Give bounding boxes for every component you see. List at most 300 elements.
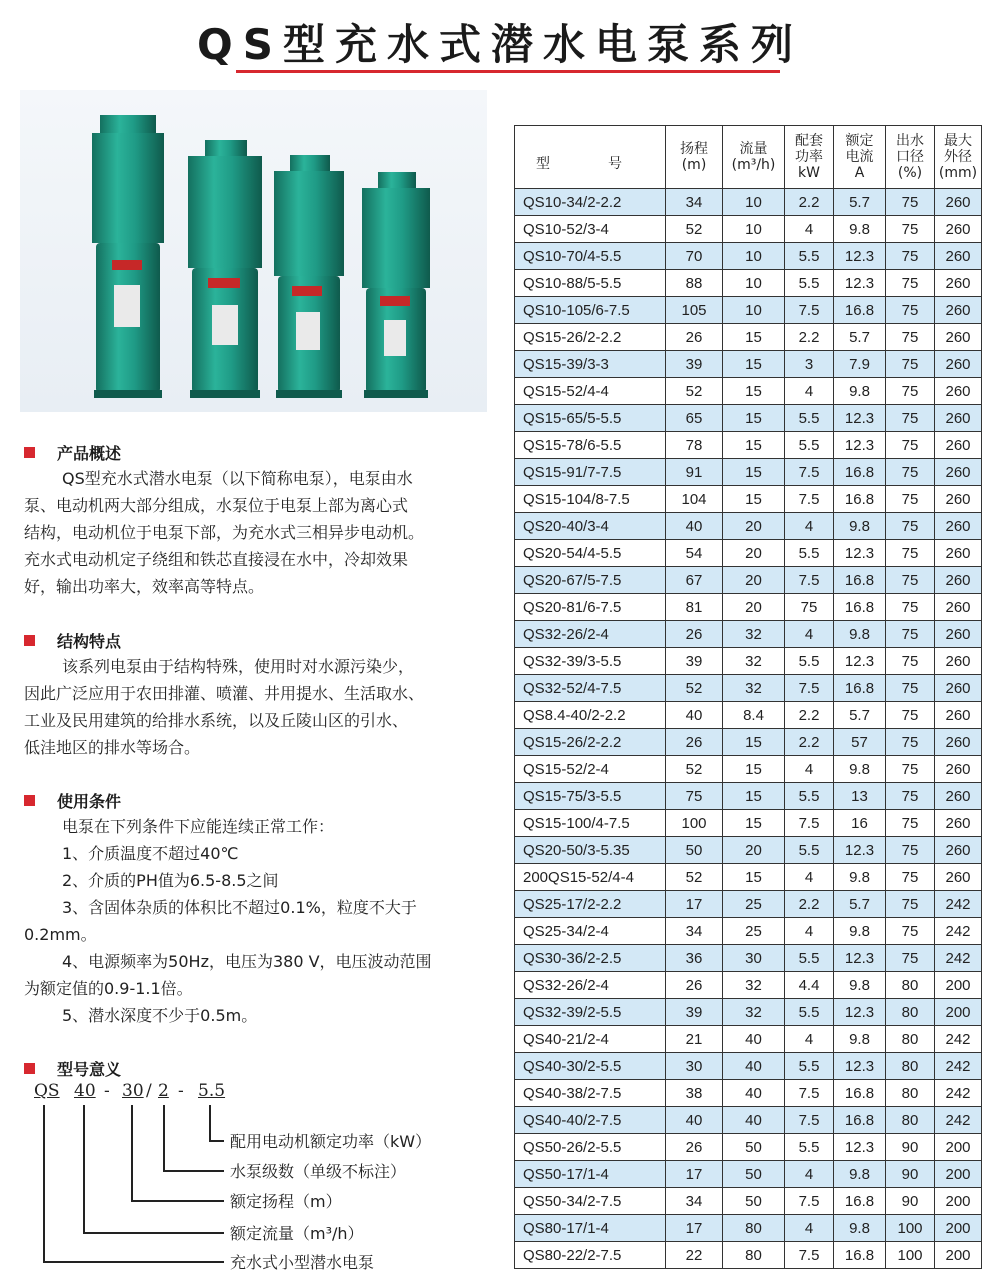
table-row (515, 702, 982, 729)
table-cell: 7.5 (785, 1107, 834, 1134)
text-line: 好，输出功率大，效率高等特点。 (24, 577, 265, 596)
table-cell: 9.8 (834, 216, 886, 243)
table-cell: 10 (723, 189, 785, 216)
header-current: 额定 电流 A (834, 126, 886, 189)
table-cell: 80 (886, 1053, 935, 1080)
table-cell: 4 (785, 216, 834, 243)
table-cell: 200QS15-52/4-4 (515, 864, 666, 891)
table-cell: 75 (886, 702, 935, 729)
table-row (515, 1080, 982, 1107)
table-cell: 17 (666, 891, 723, 918)
table-cell: 57 (834, 729, 886, 756)
table-cell: 4 (785, 1026, 834, 1053)
header-flow: 流量 (m³/h) (723, 126, 785, 189)
table-cell: 75 (886, 729, 935, 756)
list-item: 4、电源频率为50Hz，电压为380 V，电压波动范围 (62, 952, 432, 971)
text-line: 工业及民用建筑的给排水系统，以及丘陵山区的引水、 (24, 711, 409, 730)
table-cell: 50 (723, 1188, 785, 1215)
table-row (515, 1053, 982, 1080)
table-cell: QS80-17/1-4 (515, 1215, 666, 1242)
table-cell: 10 (723, 270, 785, 297)
table-cell: 75 (886, 297, 935, 324)
table-cell: 5.7 (834, 324, 886, 351)
table-cell: 9.8 (834, 378, 886, 405)
table-cell: 4.4 (785, 972, 834, 999)
table-cell: 80 (886, 1107, 935, 1134)
table-row (515, 351, 982, 378)
table-cell: 7.5 (785, 675, 834, 702)
table-cell: 67 (666, 567, 723, 594)
table-cell: 12.3 (834, 837, 886, 864)
table-cell: 7.5 (785, 567, 834, 594)
table-cell: 40 (723, 1053, 785, 1080)
table-cell: 75 (886, 567, 935, 594)
table-cell: 75 (886, 243, 935, 270)
pump-4 (362, 172, 430, 398)
table-cell: QS32-26/2-4 (515, 972, 666, 999)
header-outlet: 出水 口径 (%) (886, 126, 935, 189)
table-row (515, 945, 982, 972)
header-diameter: 最大 外径 (mm) (935, 126, 982, 189)
table-cell: 260 (935, 324, 982, 351)
table-cell: 260 (935, 351, 982, 378)
table-cell: 10 (723, 243, 785, 270)
section-title: 结构特点 (57, 631, 122, 651)
table-cell: 13 (834, 783, 886, 810)
overview-text (24, 465, 494, 600)
table-cell: QS15-78/6-5.5 (515, 432, 666, 459)
table-cell: 75 (886, 324, 935, 351)
text-line: 结构，电动机位于电泵下部，为充水式三相异步电动机。 (24, 523, 425, 542)
table-cell: 7.5 (785, 486, 834, 513)
table-cell: QS10-70/4-5.5 (515, 243, 666, 270)
spec-table (514, 125, 982, 1269)
table-cell: 12.3 (834, 999, 886, 1026)
table-cell: 5.5 (785, 945, 834, 972)
table-cell: 4 (785, 864, 834, 891)
table-cell: 16.8 (834, 1080, 886, 1107)
bullet-square-icon (24, 447, 35, 458)
table-row (515, 324, 982, 351)
table-cell: 16.8 (834, 567, 886, 594)
table-cell: QS15-100/4-7.5 (515, 810, 666, 837)
table-cell: 50 (723, 1134, 785, 1161)
section-title: 型号意义 (57, 1059, 122, 1079)
table-cell: QS40-38/2-7.5 (515, 1080, 666, 1107)
table-row (515, 540, 982, 567)
table-cell: 39 (666, 648, 723, 675)
table-cell: 75 (886, 675, 935, 702)
table-row (515, 459, 982, 486)
leader-line (209, 1140, 224, 1142)
table-cell: 80 (723, 1242, 785, 1269)
leader-line (131, 1105, 133, 1200)
table-cell: 75 (886, 945, 935, 972)
table-cell: 54 (666, 540, 723, 567)
section-structure (24, 627, 494, 761)
table-cell: QS50-26/2-5.5 (515, 1134, 666, 1161)
table-cell: 4 (785, 918, 834, 945)
table-cell: 75 (886, 540, 935, 567)
table-cell: 12.3 (834, 648, 886, 675)
table-cell: 20 (723, 594, 785, 621)
table-cell: 9.8 (834, 918, 886, 945)
table-cell: 15 (723, 783, 785, 810)
bullet-square-icon (24, 795, 35, 806)
separator: - (178, 1081, 184, 1101)
separator: - (104, 1081, 110, 1101)
table-cell: 9.8 (834, 864, 886, 891)
table-cell: 30 (666, 1053, 723, 1080)
table-cell: QS80-22/2-7.5 (515, 1242, 666, 1269)
table-cell: 75 (886, 513, 935, 540)
table-cell: 260 (935, 540, 982, 567)
table-cell: 2.2 (785, 324, 834, 351)
table-cell: 12.3 (834, 405, 886, 432)
table-cell: 4 (785, 378, 834, 405)
table-row (515, 891, 982, 918)
table-cell: 2.2 (785, 891, 834, 918)
table-cell: QS10-52/3-4 (515, 216, 666, 243)
table-row (515, 864, 982, 891)
table-cell: 80 (886, 972, 935, 999)
text-line: 充水式电动机定子绕组和铁芯直接浸在水中，冷却效果 (24, 550, 409, 569)
table-cell: 7.5 (785, 810, 834, 837)
table-cell: 75 (886, 432, 935, 459)
table-cell: 34 (666, 1188, 723, 1215)
structure-text (24, 653, 494, 761)
table-cell: QS15-39/3-3 (515, 351, 666, 378)
pump-1 (92, 115, 164, 398)
table-cell: QS32-26/2-4 (515, 621, 666, 648)
table-cell: QS25-34/2-4 (515, 918, 666, 945)
table-cell: 2.2 (785, 702, 834, 729)
table-cell: 5.5 (785, 270, 834, 297)
table-cell: 4 (785, 756, 834, 783)
table-cell: 25 (723, 918, 785, 945)
table-cell: QS10-88/5-5.5 (515, 270, 666, 297)
table-cell: 242 (935, 918, 982, 945)
table-cell: 200 (935, 1161, 982, 1188)
table-row (515, 837, 982, 864)
table-row (515, 1242, 982, 1269)
table-cell: 260 (935, 594, 982, 621)
table-cell: 5.5 (785, 837, 834, 864)
table-cell: 15 (723, 351, 785, 378)
table-cell: 200 (935, 1134, 982, 1161)
table-cell: 16.8 (834, 486, 886, 513)
table-cell: 260 (935, 378, 982, 405)
table-cell: 200 (935, 1188, 982, 1215)
table-cell: 36 (666, 945, 723, 972)
table-cell: 242 (935, 891, 982, 918)
table-cell: 15 (723, 486, 785, 513)
table-cell: 16.8 (834, 594, 886, 621)
table-cell: 75 (886, 189, 935, 216)
table-cell: 260 (935, 648, 982, 675)
table-cell: 15 (723, 378, 785, 405)
table-cell: QS20-81/6-7.5 (515, 594, 666, 621)
table-cell: 5.5 (785, 243, 834, 270)
table-cell: 15 (723, 459, 785, 486)
table-cell: 260 (935, 243, 982, 270)
table-row (515, 486, 982, 513)
table-cell: QS20-50/3-5.35 (515, 837, 666, 864)
bullet-square-icon (24, 1063, 35, 1074)
text-line: 低洼地区的排水等场合。 (24, 738, 201, 757)
table-cell: 4 (785, 1161, 834, 1188)
leader-line (131, 1200, 224, 1202)
table-cell: 260 (935, 729, 982, 756)
table-cell: QS10-105/6-7.5 (515, 297, 666, 324)
table-cell: 9.8 (834, 1215, 886, 1242)
table-row (515, 918, 982, 945)
table-row (515, 594, 982, 621)
table-cell: QS40-40/2-7.5 (515, 1107, 666, 1134)
header-model: 型 号 (515, 126, 666, 189)
table-cell: 20 (723, 540, 785, 567)
table-cell: 15 (723, 810, 785, 837)
table-row (515, 1215, 982, 1242)
code-flow: 40 (74, 1081, 96, 1101)
table-cell: 17 (666, 1215, 723, 1242)
table-cell: 70 (666, 243, 723, 270)
table-cell: 75 (886, 621, 935, 648)
table-row (515, 972, 982, 999)
table-row (515, 810, 982, 837)
table-row (515, 621, 982, 648)
section-title: 产品概述 (57, 443, 122, 463)
table-cell: 91 (666, 459, 723, 486)
leader-line (83, 1105, 85, 1232)
table-cell: 242 (935, 1107, 982, 1134)
table-cell: QS8.4-40/2-2.2 (515, 702, 666, 729)
table-cell: 260 (935, 675, 982, 702)
table-cell: 104 (666, 486, 723, 513)
table-cell: 32 (723, 648, 785, 675)
table-cell: 9.8 (834, 513, 886, 540)
table-cell: 260 (935, 459, 982, 486)
leader-line (163, 1105, 165, 1170)
label-type: 充水式小型潜水电泵 (230, 1253, 375, 1272)
table-cell: QS15-52/4-4 (515, 378, 666, 405)
table-cell: 75 (886, 918, 935, 945)
conditions-intro: 电泵在下列条件下应能连续正常工作： (62, 817, 335, 836)
table-cell: 3 (785, 351, 834, 378)
table-cell: 4 (785, 1215, 834, 1242)
table-cell: QS50-34/2-7.5 (515, 1188, 666, 1215)
table-cell: 26 (666, 324, 723, 351)
page-title: QS型充水式潜水电泵系列 (197, 20, 803, 69)
table-cell: 200 (935, 999, 982, 1026)
table-cell: 75 (886, 459, 935, 486)
table-cell: 260 (935, 297, 982, 324)
table-cell: 21 (666, 1026, 723, 1053)
table-cell: 200 (935, 972, 982, 999)
table-cell: 260 (935, 837, 982, 864)
header-power: 配套 功率 kW (785, 126, 834, 189)
table-cell: 40 (666, 513, 723, 540)
table-cell: 260 (935, 702, 982, 729)
table-cell: 15 (723, 864, 785, 891)
table-cell: 16.8 (834, 675, 886, 702)
code-power: 5.5 (198, 1081, 226, 1101)
table-cell: 52 (666, 864, 723, 891)
table-cell: 75 (666, 783, 723, 810)
table-cell: 4 (785, 513, 834, 540)
table-cell: 5.7 (834, 891, 886, 918)
table-cell: 5.7 (834, 189, 886, 216)
bullet-square-icon (24, 635, 35, 646)
list-item: 3、含固体杂质的体积比不超过0.1%，粒度不大于 (62, 898, 417, 917)
table-cell: 260 (935, 783, 982, 810)
leader-line (83, 1232, 224, 1234)
header-head: 扬程 (m) (666, 126, 723, 189)
table-cell: 100 (666, 810, 723, 837)
table-cell: 75 (785, 594, 834, 621)
table-cell: 88 (666, 270, 723, 297)
table-cell: 9.8 (834, 1026, 886, 1053)
leader-line (163, 1170, 224, 1172)
table-row (515, 513, 982, 540)
pump-2 (188, 140, 262, 398)
code-qs: QS (34, 1081, 60, 1101)
table-cell: 38 (666, 1080, 723, 1107)
leader-line (209, 1105, 211, 1140)
table-cell: 260 (935, 216, 982, 243)
table-cell: 75 (886, 351, 935, 378)
table-cell: 75 (886, 837, 935, 864)
separator: / (146, 1081, 152, 1101)
table-cell: 260 (935, 621, 982, 648)
table-cell: QS30-36/2-2.5 (515, 945, 666, 972)
table-cell: 12.3 (834, 945, 886, 972)
table-cell: 7.5 (785, 1188, 834, 1215)
table-cell: 75 (886, 864, 935, 891)
table-body (515, 189, 982, 1269)
table-cell: 10 (723, 216, 785, 243)
table-cell: 5.5 (785, 432, 834, 459)
list-item: 1、介质温度不超过40℃ (62, 844, 239, 863)
table-cell: QS20-67/5-7.5 (515, 567, 666, 594)
label-head: 额定扬程（m） (230, 1192, 342, 1211)
conditions-list (24, 840, 494, 1029)
table-row (515, 729, 982, 756)
table-cell: 80 (886, 1026, 935, 1053)
section-conditions (24, 787, 494, 1029)
table-cell: 22 (666, 1242, 723, 1269)
table-cell: 12.3 (834, 243, 886, 270)
table-cell: 32 (723, 675, 785, 702)
table-cell: 4 (785, 621, 834, 648)
table-cell: 7.5 (785, 1080, 834, 1107)
table-cell: 80 (886, 1080, 935, 1107)
table-cell: 2.2 (785, 729, 834, 756)
table-cell: 5.5 (785, 540, 834, 567)
table-cell: 5.5 (785, 1053, 834, 1080)
table-cell: 15 (723, 756, 785, 783)
table-cell: QS15-26/2-2.2 (515, 729, 666, 756)
list-item: 5、潜水深度不少于0.5m。 (62, 1006, 258, 1025)
table-cell: 40 (666, 702, 723, 729)
label-flow: 额定流量（m³/h） (230, 1224, 364, 1243)
table-cell: QS20-54/4-5.5 (515, 540, 666, 567)
table-cell: 260 (935, 486, 982, 513)
table-cell: QS20-40/3-4 (515, 513, 666, 540)
table-cell: 8.4 (723, 702, 785, 729)
table-cell: 2.2 (785, 189, 834, 216)
table-cell: 65 (666, 405, 723, 432)
table-cell: 52 (666, 216, 723, 243)
table-cell: 9.8 (834, 621, 886, 648)
table-cell: 40 (723, 1107, 785, 1134)
table-cell: 7.5 (785, 459, 834, 486)
table-cell: 75 (886, 594, 935, 621)
table-cell: 5.5 (785, 999, 834, 1026)
table-cell: 7.5 (785, 1242, 834, 1269)
table-cell: 15 (723, 405, 785, 432)
table-cell: 260 (935, 756, 982, 783)
table-cell: 20 (723, 837, 785, 864)
table-cell: 78 (666, 432, 723, 459)
table-cell: 75 (886, 405, 935, 432)
code-stages: 2 (158, 1081, 169, 1101)
table-cell: 39 (666, 999, 723, 1026)
table-cell: 26 (666, 729, 723, 756)
table-cell: 20 (723, 513, 785, 540)
table-cell: 30 (723, 945, 785, 972)
table-cell: 40 (666, 1107, 723, 1134)
table-cell: 200 (935, 1215, 982, 1242)
table-cell: 75 (886, 270, 935, 297)
table-cell: 100 (886, 1215, 935, 1242)
table-cell: 7.5 (785, 297, 834, 324)
table-cell: 40 (723, 1080, 785, 1107)
table-cell: 260 (935, 432, 982, 459)
table-cell: 75 (886, 891, 935, 918)
table-cell: 5.7 (834, 702, 886, 729)
table-row (515, 999, 982, 1026)
table-cell: 26 (666, 972, 723, 999)
table-cell: 16.8 (834, 1242, 886, 1269)
table-cell: 75 (886, 216, 935, 243)
section-title: 使用条件 (57, 791, 122, 811)
list-item: 0.2mm。 (24, 925, 97, 944)
table-cell: 242 (935, 1026, 982, 1053)
list-item: 2、介质的PH值为6.5-8.5之间 (62, 871, 279, 890)
table-cell: 90 (886, 1188, 935, 1215)
table-cell: 5.5 (785, 783, 834, 810)
table-cell: 12.3 (834, 270, 886, 297)
table-cell: 40 (723, 1026, 785, 1053)
table-cell: 9.8 (834, 756, 886, 783)
table-cell: QS32-39/2-5.5 (515, 999, 666, 1026)
table-cell: 12.3 (834, 432, 886, 459)
table-cell: QS10-34/2-2.2 (515, 189, 666, 216)
table-cell: 7.9 (834, 351, 886, 378)
table-cell: 260 (935, 864, 982, 891)
table-cell: 32 (723, 999, 785, 1026)
table-cell: 75 (886, 756, 935, 783)
table-cell: 26 (666, 1134, 723, 1161)
table-row (515, 216, 982, 243)
table-cell: 32 (723, 621, 785, 648)
table-cell: 39 (666, 351, 723, 378)
table-cell: 260 (935, 513, 982, 540)
table-row (515, 783, 982, 810)
table-cell: 15 (723, 729, 785, 756)
table-cell: 9.8 (834, 1161, 886, 1188)
